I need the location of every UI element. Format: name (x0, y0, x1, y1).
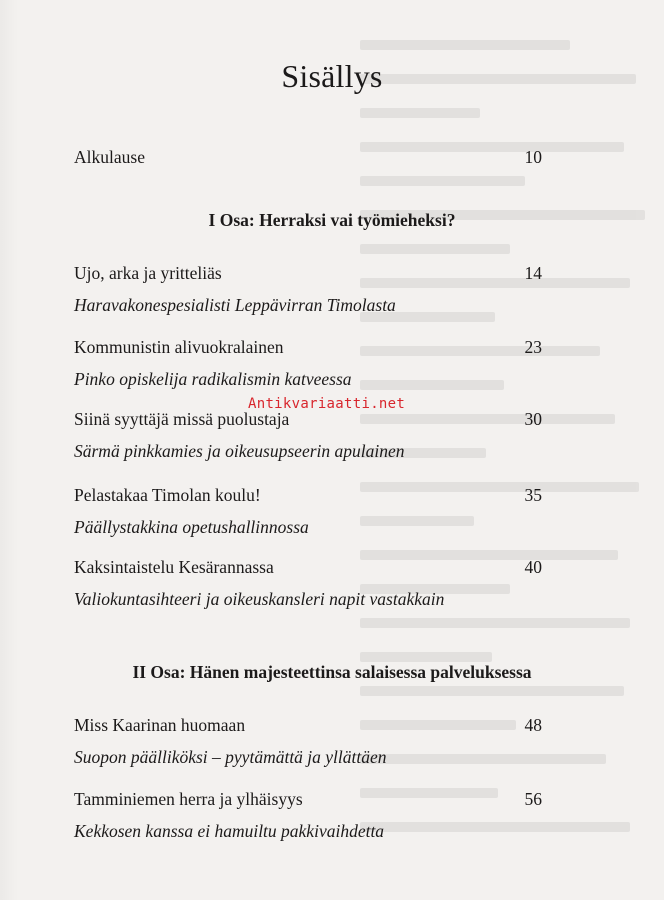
toc-entry-title: Siinä syyttäjä missä puolustaja (74, 409, 290, 429)
toc-page-number: 56 (524, 789, 542, 809)
toc-entry-title: Kaksintaistelu Kesärannassa (74, 557, 274, 577)
toc-entry-title: Alkulause (74, 147, 145, 167)
toc-entry (74, 336, 542, 390)
toc-page-number: 30 (524, 409, 542, 429)
toc-page-number: 40 (524, 557, 542, 577)
toc-page-number: 48 (524, 715, 542, 735)
toc-entry-title: Tamminiemen herra ja ylhäisyys (74, 789, 303, 809)
toc-entry-title: Ujo, arka ja yritteliäs (74, 263, 222, 283)
toc-entry (74, 788, 542, 842)
section-heading-2: II Osa: Hänen majesteettinsa salaisessa palveluksessa (132, 662, 532, 682)
toc-entry (74, 408, 542, 462)
toc-entry-subtitle: Särmä pinkkamies ja oikeusupseerin apulainen (74, 441, 405, 461)
toc-entry-subtitle: Haravakonespesialisti Leppävirran Timolasta (74, 295, 396, 315)
toc-entry-subtitle: Kekkosen kanssa ei hamuiltu pakkivaihdetta (74, 821, 385, 841)
toc-page-number: 35 (524, 485, 542, 505)
toc-page-number: 23 (524, 337, 542, 357)
toc-entry-subtitle: Valiokuntasihteeri ja oikeuskansleri napit vastakkain (74, 589, 445, 609)
toc-entry (74, 262, 542, 316)
section-heading-1: I Osa: Herraksi vai työmieheksi? (208, 210, 456, 230)
toc-entry-intro (74, 146, 542, 168)
toc-entry-subtitle: Pinko opiskelija radikalismin katveessa (74, 369, 352, 389)
toc-entry-title: Pelastakaa Timolan koulu! (74, 485, 261, 505)
toc-entry-title: Miss Kaarinan huomaan (74, 715, 246, 735)
toc-entry-subtitle: Päällystakkina opetushallinnossa (74, 517, 309, 537)
watermark: Antikvariaatti.net (248, 396, 406, 412)
toc-entry (74, 714, 542, 768)
page-title: Sisällys (281, 58, 383, 94)
toc-page-number: 14 (524, 263, 542, 283)
toc-entry (74, 484, 542, 538)
toc-entry (74, 556, 542, 610)
toc-page-number: 10 (524, 147, 542, 167)
toc-entry-subtitle: Suopon päälliköksi – pyytämättä ja yllättäen (74, 747, 387, 767)
toc-entry-title: Kommunistin alivuokralainen (74, 337, 284, 357)
